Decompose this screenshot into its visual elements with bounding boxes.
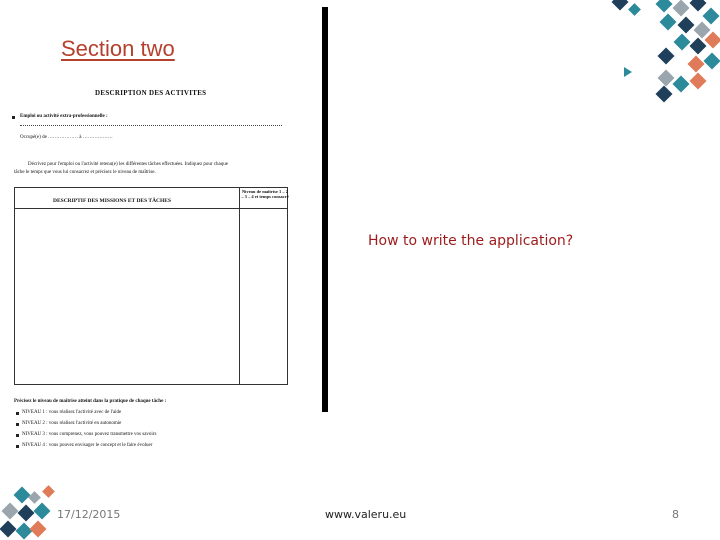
bullet-icon xyxy=(12,116,15,119)
footer-url[interactable]: www.valeru.eu xyxy=(325,508,407,521)
slide-title: Section two xyxy=(61,36,175,61)
column-level-header: Niveau de maîtrise 1 – 2 – 3 – 4 et temps consacré xyxy=(241,189,289,199)
decorative-pattern-bottom-left xyxy=(0,485,60,540)
level-item: NIVEAU 1 : vous réalisez l'activité avec de l'aide xyxy=(22,410,122,415)
table-divider xyxy=(239,188,240,384)
level-item: NIVEAU 4 : vous pouvez envisager le concept et le faire évoluer xyxy=(22,443,153,448)
question-text: How to write the application? xyxy=(368,233,574,249)
bullet-icon xyxy=(16,412,19,415)
document-intro-b: tâche le temps que vous lui consacrez et précisez le niveau de maîtrise. xyxy=(14,170,156,175)
footer-date: 17/12/2015 xyxy=(57,508,121,521)
dotted-line xyxy=(20,125,282,126)
vertical-divider xyxy=(322,7,328,412)
bullet-icon xyxy=(16,445,19,448)
task-table xyxy=(14,187,288,385)
document-line-period: Occupé(e) de ……………… à ……………… xyxy=(20,135,113,140)
page-number: 8 xyxy=(672,508,679,521)
document-intro-a: Décrivez pour l'emploi ou l'activité retenu(e) les différentes tâches effectuées. Indiquez pour chaque xyxy=(28,162,228,167)
bullet-icon xyxy=(16,434,19,437)
levels-heading: Précisez le niveau de maîtrise atteint dans la pratique de chaque tâche : xyxy=(14,399,167,404)
bullet-icon xyxy=(16,423,19,426)
document-line-activity: Emploi ou activité extra-professionnelle : xyxy=(20,114,108,119)
document-title: DESCRIPTION DES ACTIVITES xyxy=(95,89,207,97)
scanned-document xyxy=(10,85,290,465)
column-missions-header: DESCRIPTIF DES MISSIONS ET DES TÂCHES xyxy=(53,198,172,204)
level-item: NIVEAU 2 : vous réalisez l'activité en autonomie xyxy=(22,421,122,426)
table-divider xyxy=(15,208,287,209)
level-item: NIVEAU 3 : vous comprenez, vous pouvez transmettre vos savoirs xyxy=(22,432,157,437)
decorative-pattern-top-right xyxy=(600,0,720,100)
